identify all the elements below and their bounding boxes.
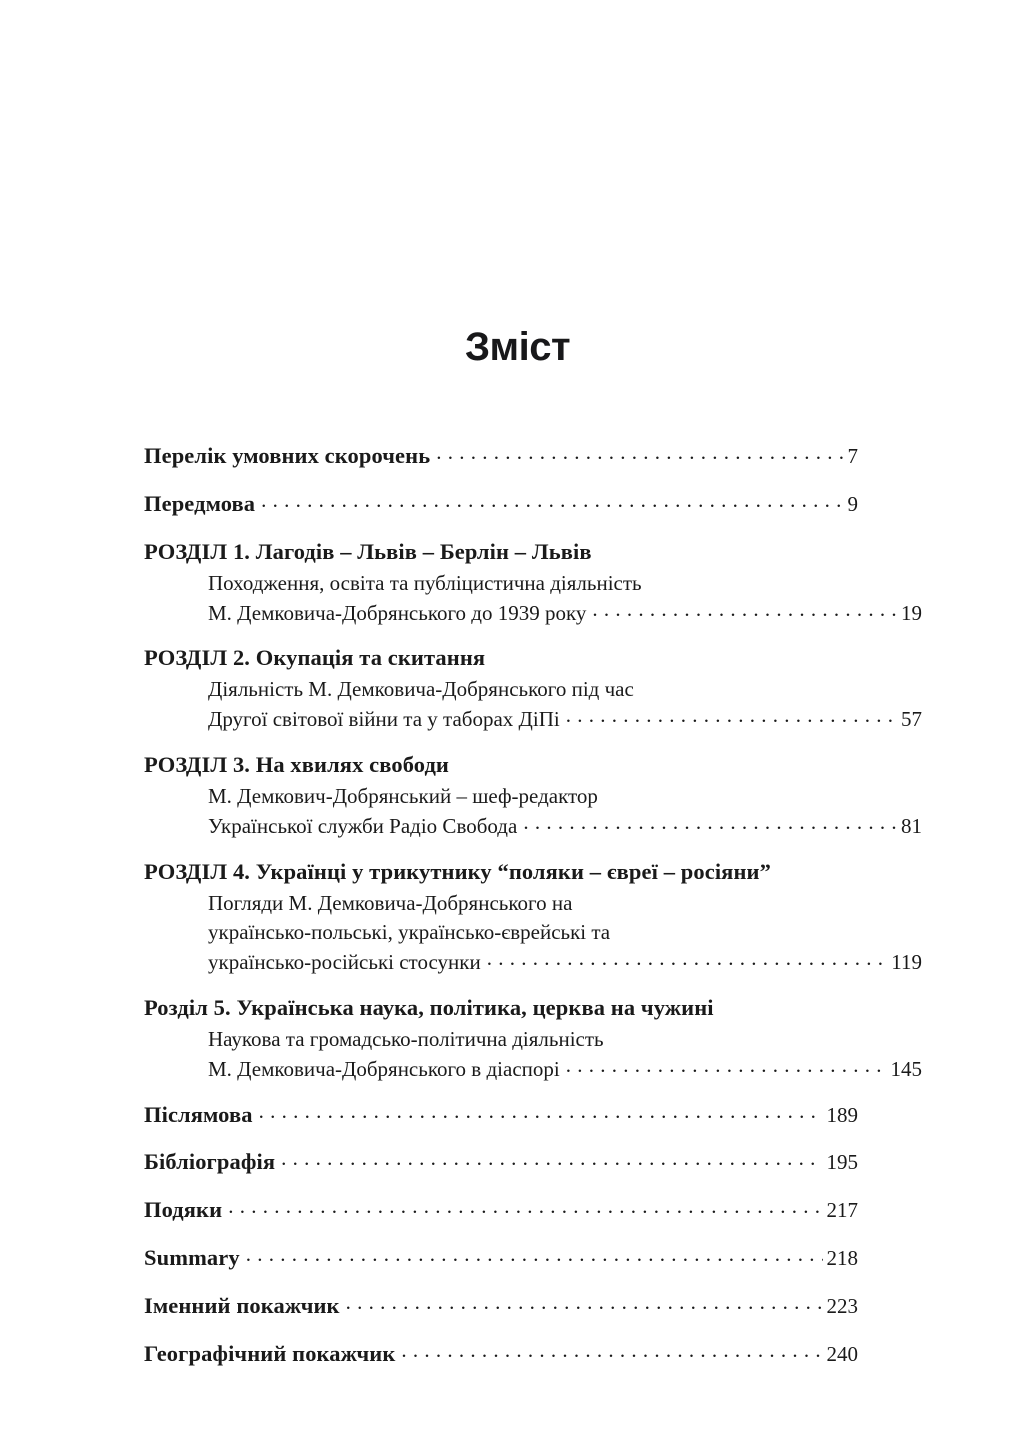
page-number: 81 bbox=[901, 813, 922, 838]
dot-leader bbox=[228, 1201, 822, 1217]
toc-entry-title: Перелік умовних скорочень bbox=[144, 443, 431, 468]
page-number: 9 bbox=[847, 491, 858, 516]
dot-leader bbox=[259, 1106, 823, 1122]
toc-entry[interactable] bbox=[144, 536, 922, 629]
toc-entry-subtitle: М. Демковича-Добрянського в діаспорі bbox=[208, 1056, 560, 1081]
page-number: 195 bbox=[826, 1150, 858, 1175]
toc-entry-title: РОЗДІЛ 2. Окупація та скитання bbox=[144, 645, 486, 671]
toc-entry-title: РОЗДІЛ 1. Лагодів – Львів – Берлін – Львів bbox=[144, 538, 592, 564]
toc-entry[interactable] bbox=[144, 1290, 858, 1322]
toc-entry-subtitle-line[interactable] bbox=[144, 599, 922, 629]
page-number: 145 bbox=[890, 1056, 922, 1081]
page-number: 189 bbox=[826, 1102, 858, 1127]
toc-entry-subtitle: Діяльність М. Демковича-Добрянського під час bbox=[208, 677, 634, 702]
page-number: 19 bbox=[901, 600, 922, 625]
toc-entry-heading-line[interactable] bbox=[144, 992, 858, 1024]
page-number: 218 bbox=[826, 1246, 858, 1271]
toc-entry[interactable] bbox=[144, 1146, 858, 1178]
page-number: 7 bbox=[847, 444, 858, 468]
toc-entry-title: Бібліографія bbox=[144, 1149, 276, 1175]
toc-entry-subtitle-line[interactable] bbox=[144, 782, 922, 812]
toc-entry[interactable] bbox=[144, 1338, 858, 1370]
toc-entry-heading-line[interactable] bbox=[144, 488, 858, 520]
toc-entry-title: Summary bbox=[144, 1245, 240, 1271]
page-number: 240 bbox=[826, 1342, 858, 1367]
page-title: Зміст bbox=[464, 324, 571, 369]
toc-entry-title: Іменний покажчик bbox=[144, 1293, 340, 1319]
toc-entry-title: Розділ 5. Українська наука, політика, церква на чужині bbox=[144, 994, 714, 1020]
toc-entry-title: Передмова bbox=[144, 490, 256, 516]
toc-entry-subtitle-line[interactable] bbox=[144, 569, 922, 599]
toc-entry-subtitle-line[interactable] bbox=[144, 948, 922, 978]
dot-leader bbox=[592, 604, 897, 620]
page-number: 223 bbox=[826, 1294, 858, 1319]
dot-leader bbox=[261, 495, 843, 511]
table-of-contents bbox=[144, 440, 922, 1386]
toc-entry-subtitle-line[interactable] bbox=[144, 675, 922, 705]
toc-entry-heading-line[interactable] bbox=[144, 1290, 858, 1322]
toc-entry-subtitle-line[interactable] bbox=[144, 705, 922, 735]
toc-entry-subtitle-line[interactable] bbox=[144, 1025, 922, 1055]
toc-entry-subtitle-line[interactable] bbox=[144, 812, 922, 842]
toc-entry-subtitle: українсько-російські стосунки bbox=[208, 950, 481, 975]
toc-entry-heading-line[interactable] bbox=[144, 1338, 858, 1370]
toc-entry-subtitle: М. Демкович-Добрянський – шеф-редактор bbox=[208, 783, 598, 808]
toc-entry-subtitle: Української служби Радіо Свобода bbox=[208, 813, 518, 838]
toc-entry-heading-line[interactable] bbox=[144, 856, 858, 888]
toc-entry[interactable] bbox=[144, 488, 858, 520]
toc-entry-heading-line[interactable] bbox=[144, 642, 858, 674]
dot-leader bbox=[566, 710, 897, 726]
toc-entry-heading-line[interactable] bbox=[144, 440, 858, 472]
dot-leader bbox=[246, 1249, 823, 1265]
toc-entry[interactable] bbox=[144, 1242, 858, 1274]
dot-leader bbox=[346, 1297, 823, 1313]
toc-entry[interactable] bbox=[144, 856, 922, 978]
toc-entry[interactable] bbox=[144, 1194, 858, 1226]
toc-entry-subtitle: Другої світової війни та у таборах ДіПі bbox=[208, 707, 560, 732]
dot-leader bbox=[487, 953, 888, 969]
page-number: 57 bbox=[901, 707, 922, 732]
dot-leader bbox=[566, 1060, 887, 1076]
dot-leader bbox=[401, 1345, 822, 1361]
toc-entry-heading-line[interactable] bbox=[144, 749, 858, 781]
toc-entry-title: Подяки bbox=[144, 1197, 223, 1223]
toc-entry-subtitle-line[interactable] bbox=[144, 918, 922, 948]
toc-entry-title: Географічний покажчик bbox=[144, 1341, 396, 1367]
dot-leader bbox=[523, 817, 897, 833]
toc-entry[interactable] bbox=[144, 1099, 858, 1131]
page-number: 119 bbox=[891, 950, 922, 975]
toc-entry-title: РОЗДІЛ 4. Українці у трикутнику “поляки – євреї – росіяни” bbox=[144, 858, 771, 884]
toc-entry[interactable] bbox=[144, 992, 922, 1085]
toc-entry[interactable] bbox=[144, 642, 922, 735]
toc-entry-subtitle: Наукова та громадсько-політична діяльність bbox=[208, 1026, 604, 1051]
toc-entry-subtitle-line[interactable] bbox=[144, 889, 922, 919]
toc-entry-subtitle: українсько-польські, українсько-єврейські та bbox=[208, 920, 611, 945]
dot-leader bbox=[436, 447, 843, 463]
toc-entry[interactable] bbox=[144, 749, 922, 842]
toc-entry-subtitle: М. Демковича-Добрянського до 1939 року bbox=[208, 600, 587, 625]
toc-entry-title: Післямова bbox=[144, 1101, 253, 1127]
toc-entry-subtitle-line[interactable] bbox=[144, 1055, 922, 1085]
dot-leader bbox=[281, 1153, 822, 1169]
toc-entry[interactable] bbox=[144, 440, 858, 472]
toc-entry-title: РОЗДІЛ 3. На хвилях свободи bbox=[144, 752, 449, 777]
toc-entry-heading-line[interactable] bbox=[144, 1099, 858, 1131]
toc-entry-heading-line[interactable] bbox=[144, 1242, 858, 1274]
toc-entry-heading-line[interactable] bbox=[144, 1146, 858, 1178]
page-number: 217 bbox=[826, 1198, 858, 1223]
toc-entry-heading-line[interactable] bbox=[144, 1194, 858, 1226]
toc-entry-subtitle: Походження, освіта та публіцистична діяльність bbox=[208, 570, 642, 595]
toc-entry-heading-line[interactable] bbox=[144, 536, 858, 568]
toc-entry-subtitle: Погляди М. Демковича-Добрянського на bbox=[208, 890, 573, 915]
